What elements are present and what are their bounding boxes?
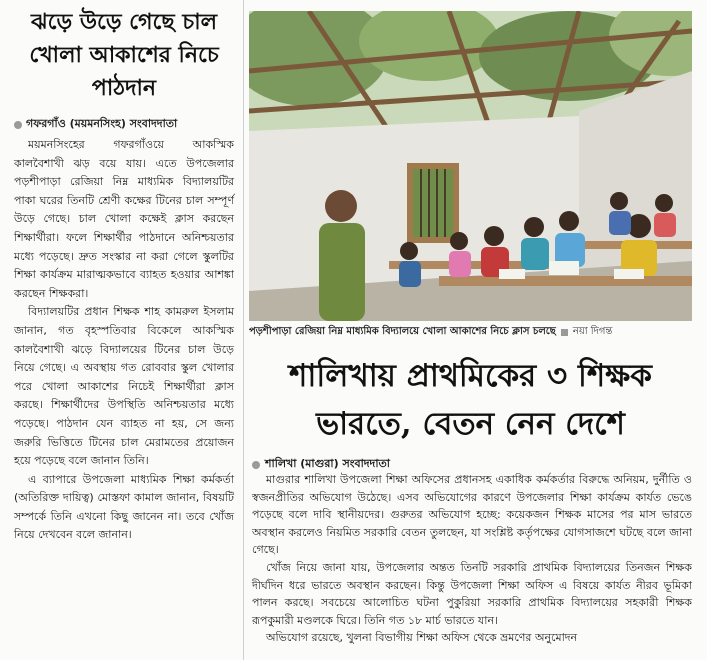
left-paragraph-3: এ ব্যাপারে উপজেলা মাধ্যমিক শিক্ষা কর্মকর্তা (অতিরিক্ত দায়িত্ব) মোস্তফা কামাল জানান, বিষয়টি সম্পর্কে তিনি এখনো কিছু জানেন না। তবে খোঁজ নিয়ে দেখবেন বলে জানান। [14, 472, 234, 542]
right-headline [249, 352, 692, 448]
left-headline-line3: পাঠদান [91, 75, 157, 101]
left-headline-line1: ঝড়ে উড়ে গেছে চাল [30, 9, 218, 35]
photo-caption [249, 324, 692, 341]
left-headline [14, 6, 234, 105]
left-byline [14, 115, 234, 134]
classroom-photo-illustration [249, 11, 692, 321]
bullet-dot-icon [14, 121, 22, 129]
left-article [0, 0, 240, 660]
right-paragraph-3: অভিযোগ রয়েছে, খুলনা বিভাগীয় শিক্ষা অফিস থেকে ভ্রমণের অনুমোদন [266, 631, 578, 645]
left-paragraph-1: ময়মনসিংহের গফরগাঁওয়ে আকস্মিক কালবৈশাখী ঝড় বয়ে যায়। এতে উপজেলার পড়শীপাড়া রেজিয়া নিম্ন মাধ্যমিক বিদ্যালয়টির পাকা ঘরের তিনটি শ্রেণী কক্ষের টিনের চাল সম্পূর্ণ উড়ে গেছে। চাল খোলা কক্ষেই ক্লাস করছেন শিক্ষার্থীরা। ফলে শিক্ষার্থীর পাঠদানে অনিশ্চয়তার মধ্যে পড়েছে। দ্রুত সংস্কার না করা গেলে স্কুলটির শিক্ষা কার্যক্রম মারাত্মকভাবে ব্যাহত হওয়ার আশঙ্কা করছেন শিক্ষকরা। [14, 138, 234, 300]
left-headline-line2: খোলা আকাশের নিচে [29, 42, 219, 68]
right-headline-line2: ভারতে, বেতন নেন দেশে [316, 406, 625, 442]
right-headline-line1: শালিখায় প্রাথমিকের ৩ শিক্ষক [289, 358, 652, 394]
bullet-dot-icon [252, 461, 260, 469]
right-paragraph-1: মাগুরার শালিখা উপজেলা শিক্ষা অফিসের প্রধানসহ একাধিক কর্মকর্তার বিরুদ্ধে অনিয়ম, দুর্নীতি ও স্বজনপ্রীতির অভিযোগ উঠেছে। এসব অভিযোগের কারণে উপজেলার শিক্ষা কার্যক্রম কার্যত ভেঙে পড়েছে বলে দাবি স্থানীয়দের। গুরুতর অভিযোগ হচ্ছে: কয়েকজন শিক্ষক মাসের পর মাস ভারতে অবস্থান করলেও নিয়মিত সরকারি বেতন তুলছেন, যা সংশ্লিষ্ট কর্তৃপক্ষের যোগসাজশে ঘটছে বলে জানা গেছে। [252, 473, 692, 557]
classroom-photo [249, 11, 692, 321]
right-byline-text: শালিখা (মাগুরা) সংবাদদাতা [265, 457, 390, 470]
left-byline-text: গফরগাঁও (ময়মনসিংহ) সংবাদদাতা [26, 117, 178, 130]
left-paragraph-2: বিদ্যালয়টির প্রধান শিক্ষক শাহ কামরুল ইসলাম জানান, গত বৃহস্পতিবার বিকেলে আকস্মিক কালবৈশাখী ঝড়ে বিদ্যালয়ের টিনের চাল উড়ে নিয়ে গেছে। এ অবস্থায় গত রোববার স্কুল খোলার পরে খোলা আকাশের নিচেই শিক্ষার্থীরা ক্লাস করছে। শিক্ষার্থীদের উপস্থিতি অনিশ্চয়তার মধ্যে পড়েছে। পাঠদান যেন ব্যাহত না হয়, সে জন্য জরুরি ভিত্তিতে টিনের চাল মেরামতের প্রয়োজন হয়ে পড়েছে বলে জানান তিনি। [14, 305, 234, 468]
column-divider [243, 0, 244, 660]
photo-credit: নয়া দিগন্ত [572, 326, 613, 337]
photo-caption-text: পড়শীপাড়া রেজিয়া নিম্ন মাধ্যমিক বিদ্যালয়ে খোলা আকাশের নিচে ক্লাস চলছে [249, 326, 556, 337]
right-story-body [252, 471, 692, 647]
right-paragraph-2: খোঁজ নিয়ে জানা যায়, উপজেলার অন্তত তিনটি সরকারি প্রাথমিক বিদ্যালয়ের তিনজন শিক্ষক দীর্ঘদিন ধরে ভারতে অবস্থান করছেন। কিন্তু উপজেলা শিক্ষা অফিস এ বিষয়ে কার্যত নীরব ভূমিকা পালন করছে। সবচেয়ে আলোচিত ঘটনা পুকুরিয়া সরকারি প্রাথমিক বিদ্যালয়ের সহকারী শিক্ষক রূপকুমারী মণ্ডলকে ঘিরে। তিনি গত ১৮ মার্চ ভারতে যান। [252, 560, 692, 627]
caption-square-icon [561, 329, 568, 336]
left-story-body [14, 136, 234, 545]
